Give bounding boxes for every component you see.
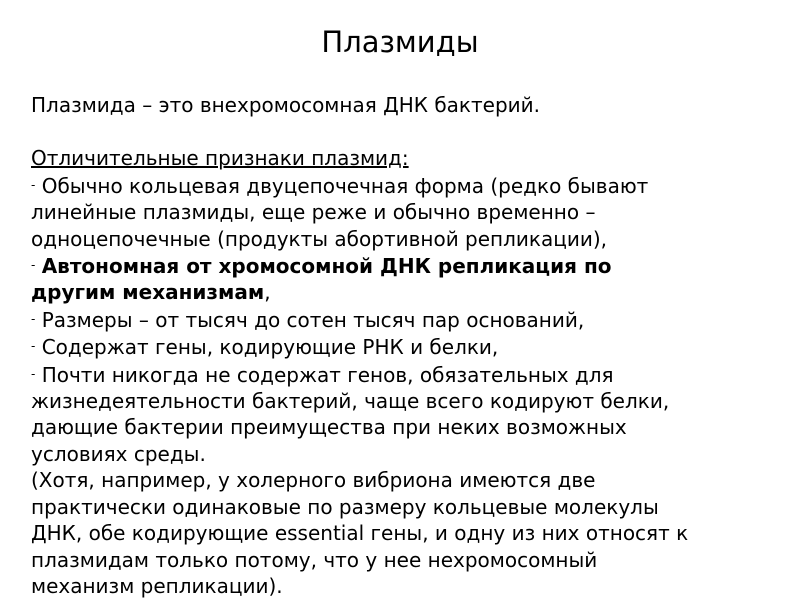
bullet-item (31, 333, 791, 360)
bullet-line-bold: другим механизмам (31, 280, 265, 305)
slide-body (31, 92, 791, 599)
bullet-line: Почти никогда не содержат генов, обязательных для (41, 362, 614, 387)
bullet-dash-icon: - (31, 339, 36, 354)
bullet-item (31, 172, 791, 252)
bullet-dash-icon: - (31, 258, 36, 273)
bullet-line-bold: Автономная от хромосомной ДНК репликация по (41, 254, 612, 279)
bullet-line: жизнедеятельности бактерий, чаще всего кодируют белки, (31, 389, 670, 414)
spacer (31, 118, 791, 145)
note-line: механизм репликации). (31, 573, 283, 598)
note-line: плазмидам только потому, что у нее нехромосомный (31, 547, 598, 572)
bullet-line: Обычно кольцевая двуцепочечная форма (редко бывают (41, 173, 649, 198)
bullet-suffix: , (264, 280, 271, 305)
bullet-dash-icon: - (31, 311, 36, 326)
note-paragraph (31, 467, 791, 599)
note-line: ДНК, обе кодирующие essential гены, и одну из них относят к (31, 521, 689, 546)
bullet-line: линейные плазмиды, еще реже и обычно временно – (31, 200, 596, 225)
bullet-line: условиях среды. (31, 441, 206, 466)
slide-title: Плазмиды (321, 25, 479, 59)
bullet-item (31, 252, 791, 306)
bullet-line: одноцепочечные (продукты абортивной репликации), (31, 226, 608, 251)
bullet-dash-icon: - (31, 177, 36, 192)
bullet-item (31, 306, 791, 333)
bullet-line: Размеры – от тысяч до сотен тысяч пар оснований, (41, 307, 585, 332)
note-line: практически одинаковые по размеру кольцевые молекулы (31, 494, 659, 519)
bullet-dash-icon: - (31, 366, 36, 381)
features-heading: Отличительные признаки плазмид: (31, 146, 409, 171)
bullet-line: Содержат гены, кодирующие РНК и белки, (41, 335, 499, 360)
bullet-item (31, 361, 791, 468)
definition-text: Плазмида – это внехромосомная ДНК бактерий. (31, 93, 541, 117)
note-line: (Хотя, например, у холерного вибриона имеются две (31, 468, 596, 493)
bullet-line: дающие бактерии преимущества при неких возможных (31, 415, 627, 440)
